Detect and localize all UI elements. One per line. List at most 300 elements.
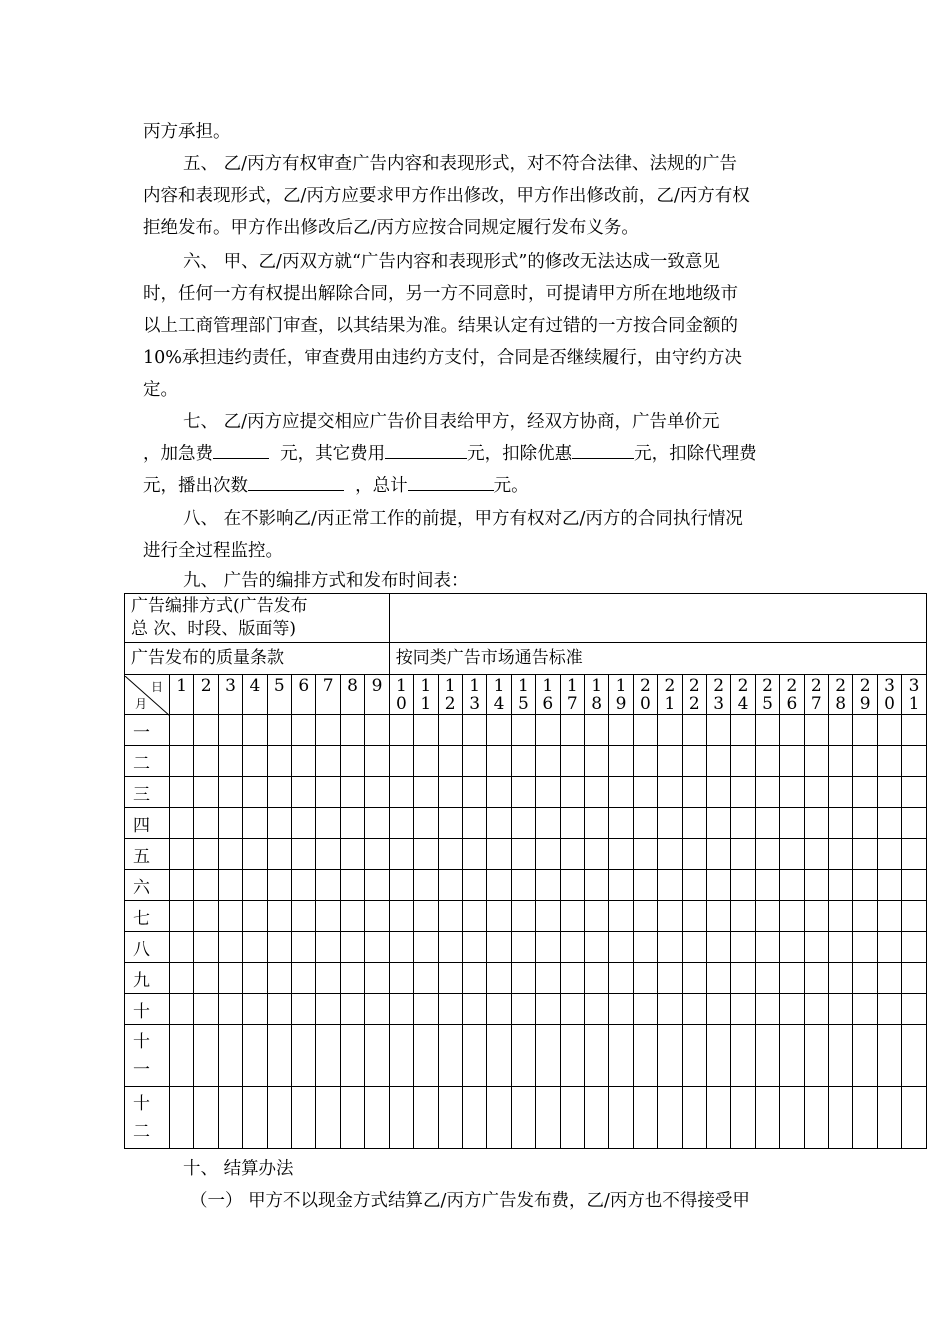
schedule-cell[interactable] [731, 1087, 755, 1149]
schedule-cell[interactable] [902, 715, 927, 746]
schedule-cell[interactable] [316, 715, 340, 746]
schedule-cell[interactable] [218, 870, 242, 901]
schedule-cell[interactable] [487, 963, 511, 994]
schedule-cell[interactable] [438, 994, 462, 1025]
schedule-cell[interactable] [194, 870, 218, 901]
schedule-cell[interactable] [902, 932, 927, 963]
schedule-cell[interactable] [780, 870, 804, 901]
schedule-cell[interactable] [829, 715, 853, 746]
schedule-cell[interactable] [536, 994, 560, 1025]
schedule-cell[interactable] [267, 870, 291, 901]
schedule-cell[interactable] [267, 1025, 291, 1087]
schedule-cell[interactable] [853, 994, 877, 1025]
schedule-cell[interactable] [584, 963, 608, 994]
schedule-cell[interactable] [536, 808, 560, 839]
schedule-cell[interactable] [340, 839, 364, 870]
schedule-cell[interactable] [706, 963, 730, 994]
schedule-cell[interactable] [316, 1087, 340, 1149]
schedule-cell[interactable] [658, 746, 682, 777]
schedule-cell[interactable] [218, 715, 242, 746]
schedule-cell[interactable] [853, 746, 877, 777]
schedule-cell[interactable] [511, 839, 535, 870]
schedule-cell[interactable] [414, 963, 438, 994]
schedule-cell[interactable] [316, 1025, 340, 1087]
schedule-cell[interactable] [243, 839, 267, 870]
schedule-cell[interactable] [682, 870, 706, 901]
schedule-cell[interactable] [414, 715, 438, 746]
schedule-cell[interactable] [316, 746, 340, 777]
schedule-cell[interactable] [365, 963, 389, 994]
schedule-cell[interactable] [731, 777, 755, 808]
schedule-cell[interactable] [804, 777, 828, 808]
schedule-cell[interactable] [877, 1087, 901, 1149]
schedule-cell[interactable] [633, 715, 657, 746]
schedule-cell[interactable] [243, 746, 267, 777]
schedule-cell[interactable] [706, 808, 730, 839]
schedule-cell[interactable] [414, 1025, 438, 1087]
schedule-cell[interactable] [755, 1025, 779, 1087]
schedule-cell[interactable] [853, 901, 877, 932]
schedule-cell[interactable] [731, 870, 755, 901]
schedule-cell[interactable] [682, 808, 706, 839]
schedule-cell[interactable] [877, 746, 901, 777]
schedule-cell[interactable] [780, 994, 804, 1025]
schedule-cell[interactable] [609, 839, 633, 870]
schedule-cell[interactable] [682, 994, 706, 1025]
schedule-cell[interactable] [340, 1087, 364, 1149]
schedule-cell[interactable] [267, 746, 291, 777]
schedule-cell[interactable] [243, 1087, 267, 1149]
schedule-cell[interactable] [511, 746, 535, 777]
schedule-cell[interactable] [829, 963, 853, 994]
schedule-cell[interactable] [365, 1025, 389, 1087]
schedule-cell[interactable] [658, 1087, 682, 1149]
schedule-cell[interactable] [609, 777, 633, 808]
schedule-cell[interactable] [462, 1087, 486, 1149]
schedule-cell[interactable] [218, 932, 242, 963]
schedule-cell[interactable] [804, 746, 828, 777]
schedule-cell[interactable] [170, 808, 194, 839]
schedule-cell[interactable] [267, 994, 291, 1025]
schedule-cell[interactable] [438, 963, 462, 994]
schedule-cell[interactable] [658, 932, 682, 963]
schedule-cell[interactable] [170, 994, 194, 1025]
schedule-cell[interactable] [853, 870, 877, 901]
schedule-cell[interactable] [170, 963, 194, 994]
schedule-cell[interactable] [487, 901, 511, 932]
schedule-cell[interactable] [853, 1087, 877, 1149]
schedule-cell[interactable] [609, 808, 633, 839]
schedule-cell[interactable] [462, 870, 486, 901]
schedule-cell[interactable] [877, 901, 901, 932]
schedule-cell[interactable] [292, 839, 316, 870]
schedule-cell[interactable] [462, 777, 486, 808]
schedule-cell[interactable] [755, 808, 779, 839]
schedule-cell[interactable] [170, 715, 194, 746]
schedule-cell[interactable] [243, 994, 267, 1025]
schedule-cell[interactable] [511, 715, 535, 746]
schedule-cell[interactable] [584, 901, 608, 932]
schedule-cell[interactable] [243, 963, 267, 994]
schedule-cell[interactable] [218, 808, 242, 839]
schedule-cell[interactable] [536, 1025, 560, 1087]
schedule-cell[interactable] [292, 901, 316, 932]
schedule-cell[interactable] [902, 808, 927, 839]
schedule-cell[interactable] [829, 870, 853, 901]
schedule-cell[interactable] [292, 1025, 316, 1087]
schedule-cell[interactable] [829, 932, 853, 963]
urgent-fee-blank[interactable] [213, 441, 269, 459]
schedule-cell[interactable] [633, 1087, 657, 1149]
schedule-cell[interactable] [292, 870, 316, 901]
schedule-cell[interactable] [316, 932, 340, 963]
schedule-cell[interactable] [706, 1025, 730, 1087]
schedule-cell[interactable] [511, 870, 535, 901]
schedule-cell[interactable] [414, 1087, 438, 1149]
schedule-cell[interactable] [194, 932, 218, 963]
schedule-cell[interactable] [731, 994, 755, 1025]
schedule-cell[interactable] [658, 870, 682, 901]
schedule-cell[interactable] [829, 1025, 853, 1087]
schedule-cell[interactable] [584, 870, 608, 901]
schedule-cell[interactable] [365, 746, 389, 777]
schedule-cell[interactable] [389, 777, 413, 808]
schedule-cell[interactable] [170, 901, 194, 932]
schedule-cell[interactable] [536, 839, 560, 870]
schedule-cell[interactable] [902, 963, 927, 994]
schedule-cell[interactable] [731, 963, 755, 994]
schedule-cell[interactable] [243, 777, 267, 808]
schedule-cell[interactable] [584, 715, 608, 746]
schedule-cell[interactable] [609, 870, 633, 901]
schedule-cell[interactable] [462, 932, 486, 963]
schedule-cell[interactable] [462, 746, 486, 777]
schedule-cell[interactable] [780, 1087, 804, 1149]
schedule-cell[interactable] [511, 777, 535, 808]
schedule-cell[interactable] [487, 715, 511, 746]
schedule-cell[interactable] [462, 715, 486, 746]
schedule-cell[interactable] [584, 746, 608, 777]
schedule-cell[interactable] [316, 839, 340, 870]
schedule-cell[interactable] [633, 746, 657, 777]
schedule-cell[interactable] [682, 839, 706, 870]
schedule-cell[interactable] [804, 870, 828, 901]
schedule-cell[interactable] [170, 932, 194, 963]
schedule-cell[interactable] [194, 901, 218, 932]
schedule-cell[interactable] [731, 901, 755, 932]
schedule-cell[interactable] [365, 808, 389, 839]
schedule-cell[interactable] [706, 994, 730, 1025]
schedule-cell[interactable] [731, 746, 755, 777]
schedule-cell[interactable] [633, 963, 657, 994]
schedule-cell[interactable] [829, 1087, 853, 1149]
schedule-cell[interactable] [292, 994, 316, 1025]
schedule-cell[interactable] [804, 808, 828, 839]
schedule-cell[interactable] [194, 808, 218, 839]
schedule-cell[interactable] [340, 932, 364, 963]
schedule-cell[interactable] [755, 994, 779, 1025]
schedule-cell[interactable] [194, 777, 218, 808]
schedule-cell[interactable] [438, 715, 462, 746]
schedule-cell[interactable] [853, 777, 877, 808]
schedule-cell[interactable] [389, 1025, 413, 1087]
schedule-cell[interactable] [584, 994, 608, 1025]
schedule-cell[interactable] [829, 994, 853, 1025]
schedule-cell[interactable] [340, 901, 364, 932]
schedule-cell[interactable] [365, 839, 389, 870]
schedule-cell[interactable] [877, 994, 901, 1025]
schedule-cell[interactable] [316, 808, 340, 839]
schedule-cell[interactable] [243, 715, 267, 746]
schedule-cell[interactable] [780, 932, 804, 963]
schedule-cell[interactable] [731, 808, 755, 839]
schedule-cell[interactable] [829, 777, 853, 808]
schedule-cell[interactable] [829, 839, 853, 870]
schedule-cell[interactable] [389, 808, 413, 839]
schedule-cell[interactable] [194, 1087, 218, 1149]
schedule-cell[interactable] [365, 777, 389, 808]
schedule-cell[interactable] [560, 715, 584, 746]
schedule-cell[interactable] [194, 994, 218, 1025]
schedule-cell[interactable] [560, 932, 584, 963]
schedule-cell[interactable] [877, 715, 901, 746]
schedule-cell[interactable] [853, 839, 877, 870]
schedule-cell[interactable] [780, 901, 804, 932]
schedule-cell[interactable] [706, 870, 730, 901]
schedule-cell[interactable] [340, 963, 364, 994]
schedule-cell[interactable] [633, 839, 657, 870]
schedule-cell[interactable] [389, 1087, 413, 1149]
schedule-cell[interactable] [609, 994, 633, 1025]
schedule-cell[interactable] [877, 870, 901, 901]
schedule-cell[interactable] [536, 963, 560, 994]
schedule-cell[interactable] [267, 932, 291, 963]
schedule-cell[interactable] [560, 808, 584, 839]
schedule-cell[interactable] [560, 777, 584, 808]
schedule-cell[interactable] [780, 746, 804, 777]
layout-value-cell[interactable] [389, 594, 926, 643]
schedule-cell[interactable] [414, 901, 438, 932]
schedule-cell[interactable] [780, 839, 804, 870]
schedule-cell[interactable] [633, 1025, 657, 1087]
schedule-cell[interactable] [243, 901, 267, 932]
schedule-cell[interactable] [706, 1087, 730, 1149]
schedule-cell[interactable] [609, 1087, 633, 1149]
schedule-cell[interactable] [243, 870, 267, 901]
schedule-cell[interactable] [389, 870, 413, 901]
schedule-cell[interactable] [877, 839, 901, 870]
schedule-cell[interactable] [755, 932, 779, 963]
schedule-cell[interactable] [658, 715, 682, 746]
schedule-cell[interactable] [536, 777, 560, 808]
schedule-cell[interactable] [340, 1025, 364, 1087]
schedule-cell[interactable] [414, 870, 438, 901]
schedule-cell[interactable] [194, 715, 218, 746]
schedule-cell[interactable] [438, 746, 462, 777]
schedule-cell[interactable] [340, 870, 364, 901]
schedule-cell[interactable] [755, 715, 779, 746]
schedule-cell[interactable] [511, 932, 535, 963]
schedule-cell[interactable] [706, 777, 730, 808]
schedule-cell[interactable] [902, 839, 927, 870]
schedule-cell[interactable] [218, 963, 242, 994]
schedule-cell[interactable] [365, 715, 389, 746]
schedule-cell[interactable] [633, 870, 657, 901]
schedule-cell[interactable] [267, 715, 291, 746]
schedule-cell[interactable] [731, 839, 755, 870]
schedule-cell[interactable] [706, 715, 730, 746]
schedule-cell[interactable] [194, 839, 218, 870]
schedule-cell[interactable] [389, 932, 413, 963]
schedule-cell[interactable] [414, 746, 438, 777]
schedule-cell[interactable] [633, 777, 657, 808]
schedule-cell[interactable] [218, 777, 242, 808]
schedule-cell[interactable] [804, 963, 828, 994]
schedule-cell[interactable] [462, 994, 486, 1025]
schedule-cell[interactable] [780, 963, 804, 994]
schedule-cell[interactable] [462, 963, 486, 994]
schedule-cell[interactable] [780, 715, 804, 746]
schedule-cell[interactable] [511, 994, 535, 1025]
broadcast-count-blank[interactable] [248, 473, 344, 491]
schedule-cell[interactable] [682, 932, 706, 963]
schedule-cell[interactable] [658, 808, 682, 839]
schedule-cell[interactable] [560, 746, 584, 777]
schedule-cell[interactable] [682, 1087, 706, 1149]
schedule-cell[interactable] [170, 839, 194, 870]
schedule-cell[interactable] [682, 777, 706, 808]
schedule-cell[interactable] [755, 1087, 779, 1149]
schedule-cell[interactable] [658, 994, 682, 1025]
schedule-cell[interactable] [462, 1025, 486, 1087]
schedule-cell[interactable] [218, 839, 242, 870]
schedule-cell[interactable] [560, 994, 584, 1025]
schedule-cell[interactable] [633, 932, 657, 963]
schedule-cell[interactable] [536, 715, 560, 746]
schedule-cell[interactable] [584, 1025, 608, 1087]
other-fee-blank[interactable] [385, 441, 467, 459]
schedule-cell[interactable] [584, 777, 608, 808]
schedule-cell[interactable] [829, 901, 853, 932]
schedule-cell[interactable] [170, 777, 194, 808]
schedule-cell[interactable] [267, 963, 291, 994]
total-blank[interactable] [408, 473, 494, 491]
schedule-cell[interactable] [316, 870, 340, 901]
schedule-cell[interactable] [755, 870, 779, 901]
schedule-cell[interactable] [658, 839, 682, 870]
schedule-cell[interactable] [902, 746, 927, 777]
schedule-cell[interactable] [560, 901, 584, 932]
schedule-cell[interactable] [755, 963, 779, 994]
schedule-cell[interactable] [170, 1087, 194, 1149]
schedule-cell[interactable] [414, 994, 438, 1025]
schedule-cell[interactable] [438, 901, 462, 932]
schedule-cell[interactable] [389, 715, 413, 746]
schedule-cell[interactable] [511, 808, 535, 839]
schedule-cell[interactable] [218, 1087, 242, 1149]
schedule-cell[interactable] [780, 808, 804, 839]
schedule-cell[interactable] [267, 808, 291, 839]
schedule-cell[interactable] [584, 932, 608, 963]
schedule-cell[interactable] [243, 1025, 267, 1087]
schedule-cell[interactable] [804, 994, 828, 1025]
schedule-cell[interactable] [609, 715, 633, 746]
schedule-cell[interactable] [438, 808, 462, 839]
schedule-cell[interactable] [731, 932, 755, 963]
schedule-cell[interactable] [560, 1025, 584, 1087]
schedule-cell[interactable] [218, 1025, 242, 1087]
schedule-cell[interactable] [194, 1025, 218, 1087]
schedule-cell[interactable] [560, 1087, 584, 1149]
schedule-cell[interactable] [584, 839, 608, 870]
schedule-cell[interactable] [658, 963, 682, 994]
schedule-cell[interactable] [438, 932, 462, 963]
schedule-cell[interactable] [511, 1087, 535, 1149]
schedule-cell[interactable] [902, 777, 927, 808]
schedule-cell[interactable] [536, 870, 560, 901]
schedule-cell[interactable] [804, 932, 828, 963]
schedule-cell[interactable] [487, 1025, 511, 1087]
schedule-cell[interactable] [731, 715, 755, 746]
schedule-cell[interactable] [487, 777, 511, 808]
schedule-cell[interactable] [804, 1087, 828, 1149]
schedule-cell[interactable] [536, 746, 560, 777]
schedule-cell[interactable] [829, 746, 853, 777]
schedule-cell[interactable] [584, 808, 608, 839]
schedule-cell[interactable] [658, 901, 682, 932]
schedule-cell[interactable] [414, 932, 438, 963]
schedule-cell[interactable] [267, 901, 291, 932]
schedule-cell[interactable] [780, 1025, 804, 1087]
schedule-cell[interactable] [706, 932, 730, 963]
schedule-cell[interactable] [877, 777, 901, 808]
schedule-cell[interactable] [267, 1087, 291, 1149]
schedule-cell[interactable] [877, 1025, 901, 1087]
schedule-cell[interactable] [243, 932, 267, 963]
schedule-cell[interactable] [804, 839, 828, 870]
schedule-cell[interactable] [609, 932, 633, 963]
schedule-cell[interactable] [316, 901, 340, 932]
schedule-cell[interactable] [633, 994, 657, 1025]
schedule-cell[interactable] [267, 839, 291, 870]
schedule-cell[interactable] [609, 1025, 633, 1087]
schedule-cell[interactable] [365, 1087, 389, 1149]
schedule-cell[interactable] [755, 901, 779, 932]
discount-blank[interactable] [572, 441, 634, 459]
schedule-cell[interactable] [292, 715, 316, 746]
schedule-cell[interactable] [389, 839, 413, 870]
schedule-cell[interactable] [902, 1025, 927, 1087]
schedule-cell[interactable] [218, 994, 242, 1025]
schedule-cell[interactable] [804, 1025, 828, 1087]
schedule-cell[interactable] [853, 1025, 877, 1087]
schedule-cell[interactable] [633, 901, 657, 932]
schedule-cell[interactable] [292, 808, 316, 839]
schedule-cell[interactable] [804, 901, 828, 932]
schedule-cell[interactable] [560, 870, 584, 901]
schedule-cell[interactable] [609, 746, 633, 777]
schedule-cell[interactable] [511, 963, 535, 994]
schedule-cell[interactable] [755, 839, 779, 870]
schedule-cell[interactable] [462, 901, 486, 932]
schedule-cell[interactable] [292, 746, 316, 777]
schedule-cell[interactable] [853, 932, 877, 963]
schedule-cell[interactable] [218, 901, 242, 932]
schedule-cell[interactable] [487, 839, 511, 870]
schedule-cell[interactable] [414, 839, 438, 870]
schedule-cell[interactable] [609, 901, 633, 932]
schedule-cell[interactable] [706, 839, 730, 870]
